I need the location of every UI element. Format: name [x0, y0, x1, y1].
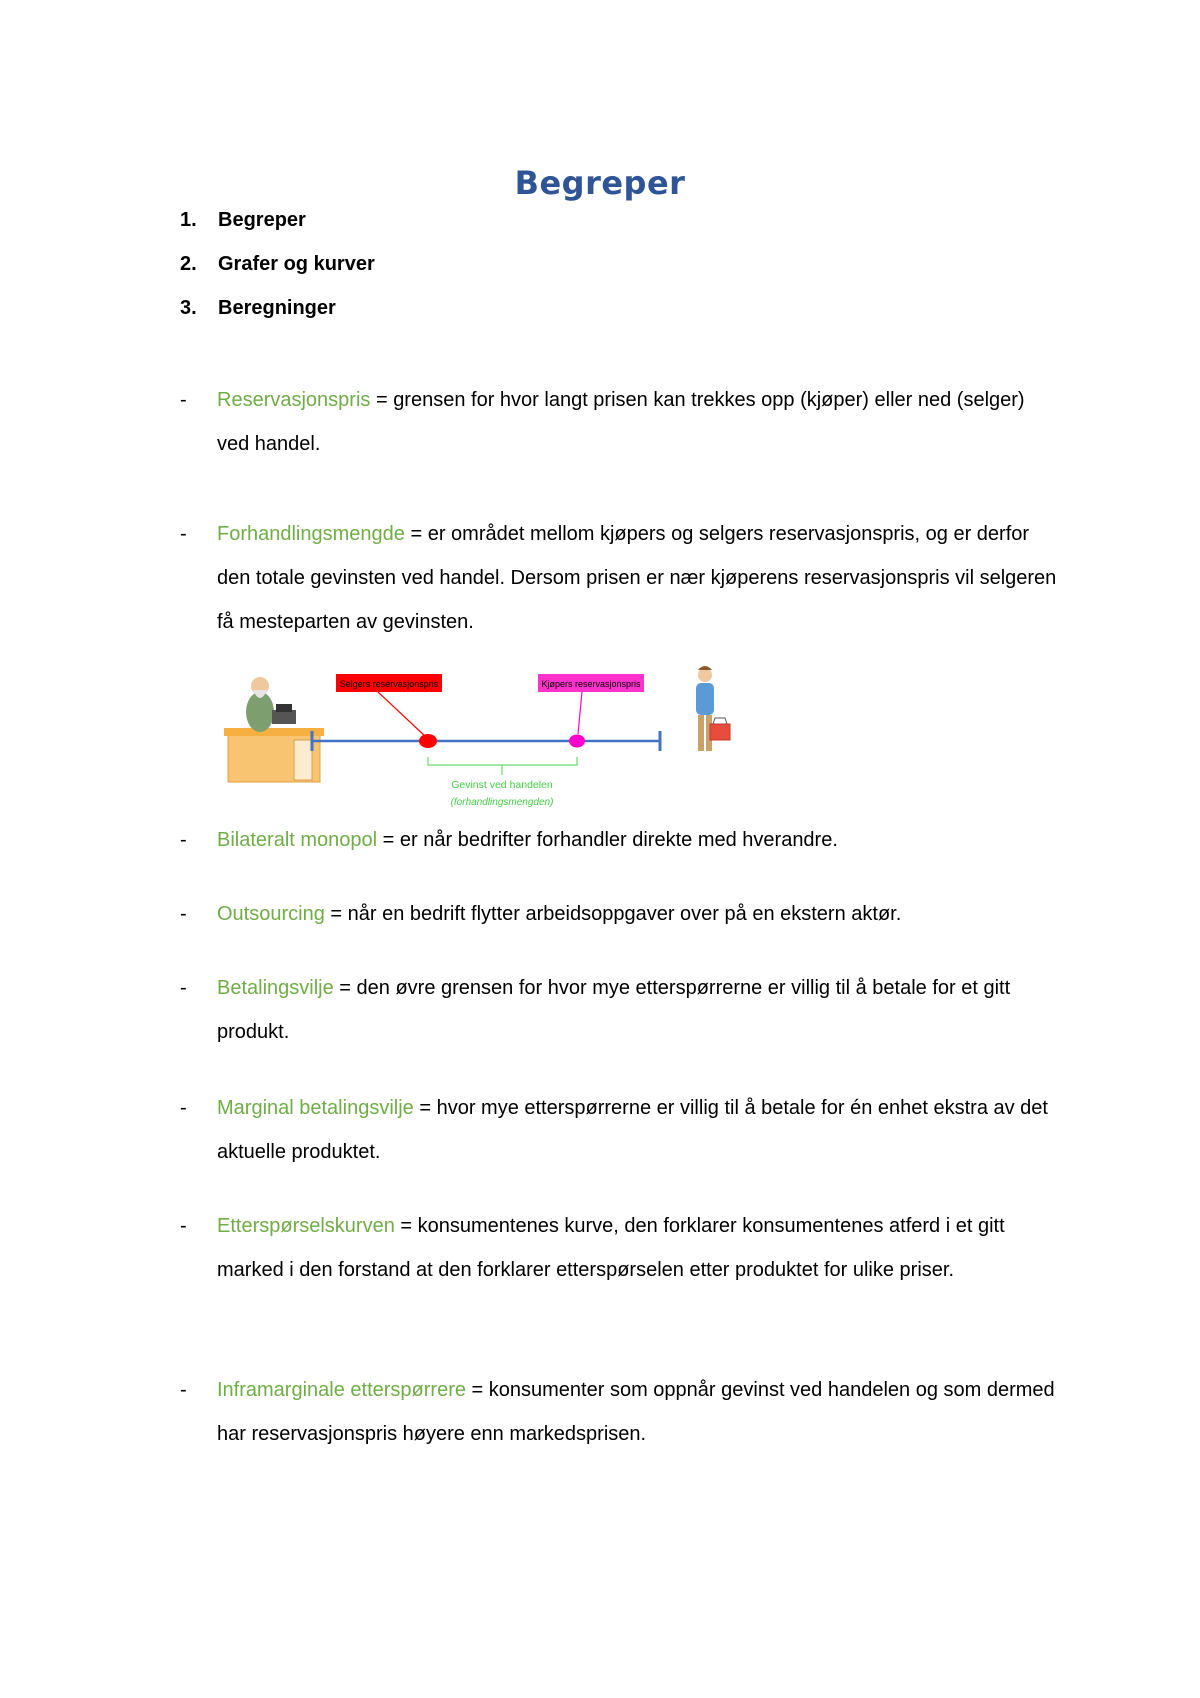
- term-text: [217, 1086, 1060, 1174]
- bullet-dash: -: [180, 977, 187, 999]
- term-name: Etterspørselskurven: [217, 1215, 395, 1237]
- bullet-dash: -: [180, 829, 187, 851]
- term-definition: hvor mye etterspørrerne er villig til å betale for én enhet ekstra av det aktuelle produktet.: [217, 1097, 1048, 1163]
- toc-item: [180, 250, 375, 294]
- table-of-contents: [180, 206, 375, 338]
- gain-sublabel: (forhandlingsmengden): [450, 797, 554, 808]
- term-item: [180, 892, 1060, 936]
- term-definition: den øvre grensen for hvor mye etterspørrerne er villig til å betale for et gitt produkt.: [217, 977, 1011, 1043]
- equals-sign: =: [394, 1215, 418, 1237]
- term-name: Reservasjonspris: [217, 389, 371, 411]
- buyer-figure: [696, 666, 730, 751]
- term-item: [180, 378, 1060, 466]
- term-text: [217, 966, 1060, 1054]
- seller-pointer: [378, 692, 426, 737]
- term-text: [217, 1368, 1060, 1456]
- equals-sign: =: [413, 1097, 437, 1119]
- bullet-dash: -: [180, 389, 187, 411]
- buyer-label: Kjøpers reservasjonspris: [541, 679, 641, 689]
- toc-item: [180, 294, 375, 338]
- bullet-dash: -: [180, 523, 187, 545]
- term-text: [217, 892, 1060, 936]
- term-definition: er området mellom kjøpers og selgers reservasjonspris, og er derfor den totale gevinsten ved handel. Dersom prisen er nær kjøperens reservasjonspris vil selgeren få mesteparten av gevinsten.: [217, 523, 1057, 633]
- bullet-dash: -: [180, 1097, 187, 1119]
- toc-item-number: 2.: [180, 253, 197, 275]
- term-item: [180, 1368, 1060, 1456]
- term-item: [180, 818, 1060, 862]
- equals-sign: =: [370, 389, 394, 411]
- toc-item: [180, 206, 375, 250]
- equals-sign: =: [333, 977, 357, 999]
- term-name: Forhandlingsmengde: [217, 523, 405, 545]
- equals-sign: =: [465, 1379, 489, 1401]
- equals-sign: =: [404, 523, 428, 545]
- term-item: [180, 966, 1060, 1054]
- seller-point: [419, 734, 437, 748]
- term-text: [217, 818, 1060, 862]
- seller-figure: [224, 677, 324, 782]
- term-text: [217, 1204, 1060, 1292]
- term-item: [180, 1204, 1060, 1292]
- gain-label: Gevinst ved handelen: [451, 779, 553, 791]
- bullet-dash: -: [180, 1215, 187, 1237]
- bargaining-range-illustration: [220, 660, 740, 810]
- toc-item-label: Beregninger: [218, 297, 336, 319]
- term-definition: konsumenter som oppnår gevinst ved handelen og som dermed har reservasjonspris høyere enn markedsprisen.: [217, 1379, 1055, 1445]
- bullet-dash: -: [180, 1379, 187, 1401]
- term-item: [180, 512, 1060, 644]
- equals-sign: =: [324, 903, 348, 925]
- toc-item-number: 1.: [180, 209, 197, 231]
- term-name: Betalingsvilje: [217, 977, 334, 999]
- term-definition: grensen for hvor langt prisen kan trekkes opp (kjøper) eller ned (selger) ved handel.: [217, 389, 1025, 455]
- term-item: [180, 1086, 1060, 1174]
- term-name: Bilateralt monopol: [217, 829, 378, 851]
- document-title: Begreper: [514, 164, 686, 202]
- equals-sign: =: [377, 829, 400, 851]
- term-definition: er når bedrifter forhandler direkte med hverandre.: [399, 829, 838, 851]
- bullet-dash: -: [180, 903, 187, 925]
- toc-item-number: 3.: [180, 297, 197, 319]
- buyer-point: [569, 735, 585, 748]
- term-definition: når en bedrift flytter arbeidsoppgaver over på en ekstern aktør.: [347, 903, 902, 925]
- seller-label: Selgers reservasjonspris: [339, 679, 439, 689]
- term-definition: konsumentenes kurve, den forklarer konsumentenes atferd i et gitt marked i den forstand at den forklarer etterspørselen etter produktet for ulike priser.: [217, 1215, 1005, 1281]
- term-name: Outsourcing: [217, 903, 325, 925]
- term-name: Inframarginale etterspørrere: [217, 1379, 466, 1401]
- term-name: Marginal betalingsvilje: [217, 1097, 414, 1119]
- toc-item-label: Grafer og kurver: [218, 253, 375, 275]
- buyer-pointer: [578, 692, 582, 734]
- gain-brace: [428, 757, 577, 775]
- toc-item-label: Begreper: [218, 209, 306, 231]
- term-text: [217, 512, 1060, 644]
- term-text: [217, 378, 1060, 466]
